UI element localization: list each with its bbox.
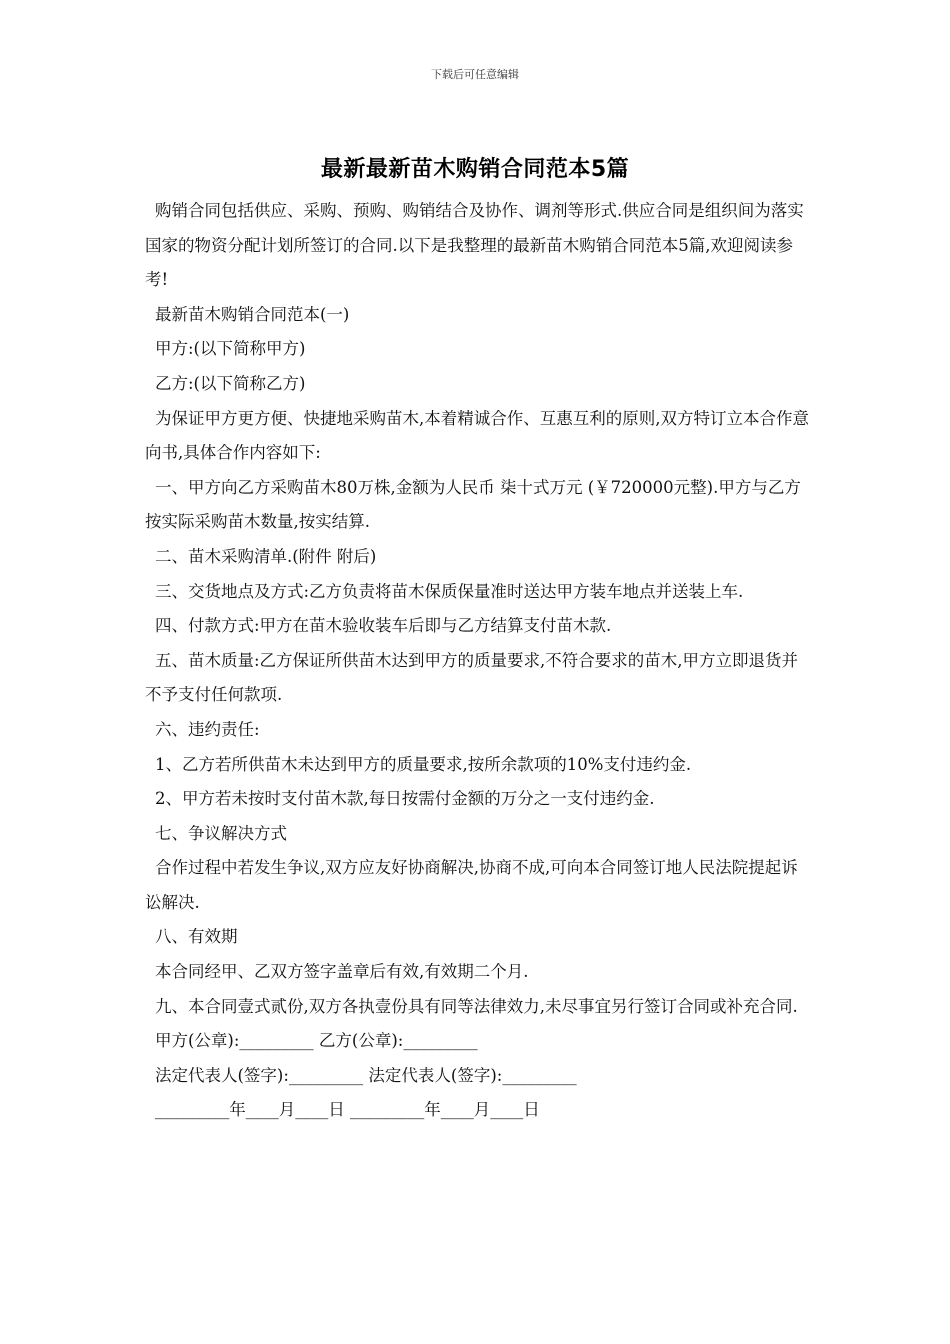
clause-7-heading: 七、争议解决方式 <box>155 823 287 843</box>
clause-4: 四、付款方式:甲方在苗木验收装车后即与乙方结算支付苗木款. <box>155 616 612 636</box>
clause-3: 三、交货地点及方式:乙方负责将苗木保质保量准时送达甲方装车地点并送装上车. <box>155 581 744 601</box>
clause-8-body: 本合同经甲、乙双方签字盖章后有效,有效期二个月. <box>155 962 529 982</box>
party-a-line: 甲方:(以下简称甲方) <box>155 339 306 359</box>
purpose-paragraph: 为保证甲方更方便、快捷地采购苗木,本着精诚合作、互惠互利的原则,双方特订立本合作意向书,具体合作内容如下: <box>145 408 809 463</box>
header-note: 下载后可任意编辑 <box>431 68 519 81</box>
intro-paragraph: 购销合同包括供应、采购、预购、购销结合及协作、调剂等形式.供应合同是组织间为落实国家的物资分配计划所签订的合同.以下是我整理的最新苗木购销合同范本5篇,欢迎阅读参考! <box>145 201 804 290</box>
section-heading: 最新苗木购销合同范本(一) <box>155 304 350 324</box>
document-body <box>145 194 813 1128</box>
clause-7-body: 合作过程中若发生争议,双方应友好协商解决,协商不成,可向本合同签订地人民法院提起诉讼解决. <box>145 858 798 912</box>
signature-seal-line: 甲方(公章):_________ 乙方(公章):_________ <box>155 1031 478 1051</box>
party-b-line: 乙方:(以下简称乙方) <box>155 373 306 393</box>
document-title: 最新最新苗木购销合同范本5篇 <box>320 157 630 182</box>
clause-8-heading: 八、有效期 <box>155 927 238 947</box>
signature-date-line: _________年____月____日 _________年____月____日 <box>155 1100 540 1120</box>
signature-representative-line: 法定代表人(签字):_________ 法定代表人(签字):_________ <box>155 1065 577 1085</box>
clause-6-heading: 六、违约责任: <box>155 719 260 739</box>
clause-2: 二、苗木采购清单.(附件 附后) <box>155 546 377 566</box>
clause-9: 九、本合同壹式贰份,双方各执壹份具有同等法律效力,未尽事宜另行签订合同或补充合同. <box>155 996 798 1016</box>
clause-6-item-1: 1、乙方若所供苗木未达到甲方的质量要求,按所余款项的10%支付违约金. <box>155 754 692 774</box>
clause-6-item-2: 2、甲方若未按时支付苗木款,每日按需付金额的万分之一支付违约金. <box>155 789 655 809</box>
clause-1: 一、甲方向乙方采购苗木80万株,金额为人民币 柒十式万元 (￥720000元整).甲方与乙方按实际采购苗木数量,按实结算. <box>145 477 801 532</box>
clause-5: 五、苗木质量:乙方保证所供苗木达到甲方的质量要求,不符合要求的苗木,甲方立即退货并不予支付任何款项. <box>145 650 799 705</box>
